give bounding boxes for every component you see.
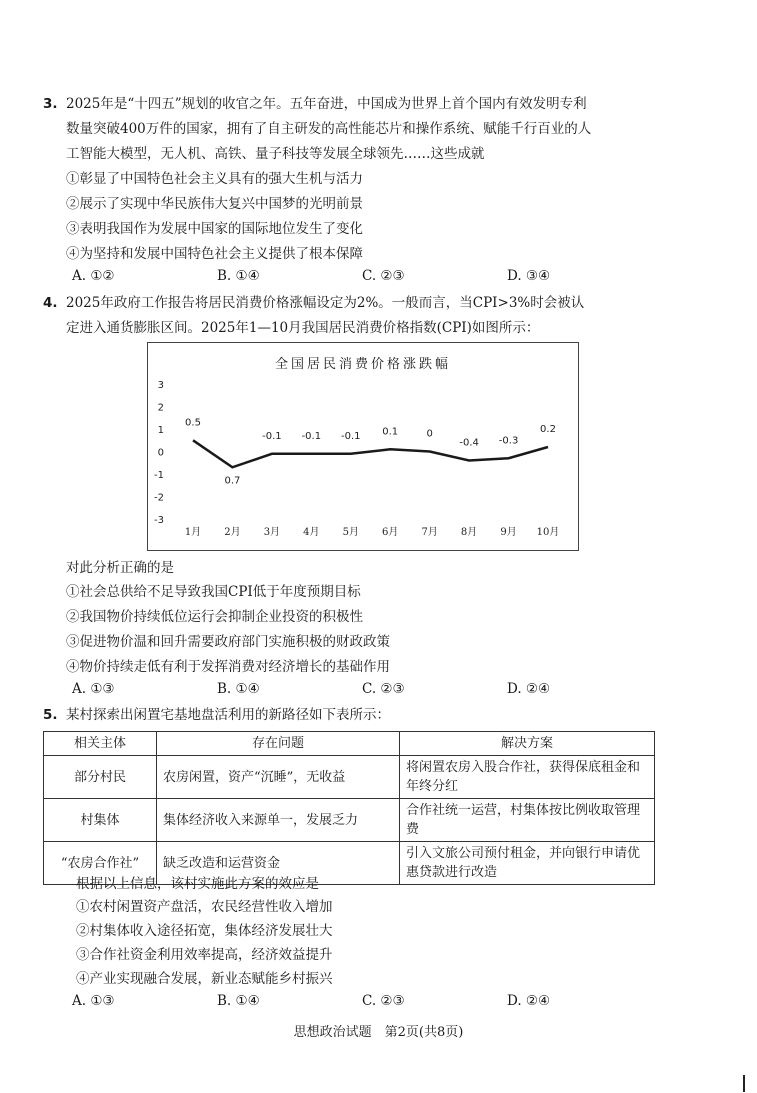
question-5-item-1: ①农村闲置资产盘活，农民经营性收入增加	[76, 899, 333, 915]
question-4-item-2: ②我国物价持续低位运行会抑制企业投资的积极性	[66, 609, 363, 625]
option-b: B. ①④	[217, 993, 260, 1009]
data-label: 0	[426, 428, 433, 440]
x-tick-label: 6月	[382, 527, 399, 538]
question-3-item-3: ③表明我国作为发展中国家的国际地位发生了变化	[66, 221, 363, 237]
y-tick-label: -3	[154, 515, 164, 526]
table-cell: 部分村民	[44, 756, 157, 799]
y-tick-label: -1	[154, 470, 164, 481]
data-label: -0.1	[262, 430, 282, 442]
table-cell: “农房合作社”	[44, 842, 157, 885]
y-tick-label: 2	[157, 402, 164, 414]
x-tick-label: 1月	[184, 527, 202, 538]
question-4-stem-line-2: 定进入通货膨胀区间。2025年1—10月我国居民消费价格指数(CPI)如图所示：	[66, 320, 540, 336]
question-4-item-3: ③促进物价温和回升需要政府部门实施积极的财政政策	[66, 634, 390, 650]
question-4-number: 4.	[43, 295, 58, 311]
option-a: A. ①②	[72, 268, 115, 284]
y-tick-label: 1	[157, 425, 164, 436]
question-5-item-4: ④产业实现融合发展，新业态赋能乡村振兴	[76, 971, 333, 987]
question-3-item-2: ②展示了实现中华民族伟大复兴中国梦的光明前景	[66, 196, 363, 212]
cpi-chart-svg	[148, 343, 578, 550]
option-c: C. ②③	[362, 268, 405, 284]
option-c: C. ②③	[362, 993, 405, 1009]
table-cell: 村集体	[44, 799, 157, 842]
table-cell: 引入文旅公司预付租金，并向银行申请优惠贷款进行改造	[400, 842, 655, 885]
table-cell: 缺乏改造和运营资金	[157, 842, 400, 885]
table-cell: 农房闲置，资产“沉睡”，无收益	[157, 756, 400, 799]
data-label: -0.3	[498, 435, 519, 447]
question-5-item-2: ②村集体收入途径拓宽，集体经济发展壮大	[76, 923, 333, 939]
question-3-item-4: ④为坚持和发展中国特色社会主义提供了根本保障	[66, 246, 363, 262]
data-label: -0.1	[341, 430, 361, 442]
table-header: 相关主体	[44, 732, 157, 756]
option-d: D. ③④	[507, 268, 551, 284]
question-4-prompt: 对此分析正确的是	[66, 560, 174, 576]
question-3-stem-line-1: 2025年是“十四五”规划的收官之年。五年奋进，中国成为世界上首个国内有效发明专利	[66, 96, 587, 112]
data-label: -0.4	[459, 437, 479, 449]
question-5-options	[72, 993, 592, 1013]
question-5-number: 5.	[43, 707, 58, 723]
x-tick-label: 2月	[224, 527, 241, 538]
question-4-item-1: ①社会总供给不足导致我国CPI低于年度预期目标	[66, 584, 361, 600]
data-label: 0.7	[224, 475, 241, 487]
question-3-stem-line-2: 数量突破400万件的国家，拥有了自主研发的高性能芯片和操作系统、赋能千行百业的人	[66, 121, 592, 137]
data-label: 0.2	[540, 424, 556, 435]
data-label: 0.1	[382, 426, 399, 438]
table-header: 存在问题	[157, 732, 400, 756]
page-footer: 思想政治试题 第2页(共8页)	[293, 1025, 464, 1040]
y-tick-label: 3	[157, 380, 164, 391]
option-b: B. ①④	[217, 268, 260, 284]
table-header-row	[44, 732, 655, 756]
table-header: 解决方案	[400, 732, 655, 756]
option-a: A. ①③	[72, 993, 115, 1009]
option-b: B. ①④	[217, 681, 260, 697]
cpi-series-line	[193, 437, 548, 467]
village-scheme-table	[43, 731, 655, 885]
data-label: 0.5	[185, 417, 201, 429]
table-cell: 将闲置农房入股合作社，获得保底租金和年终分红	[400, 756, 655, 799]
x-tick-label: 4月	[303, 527, 320, 538]
question-4-options	[72, 681, 592, 701]
data-label: -0.1	[301, 430, 322, 442]
question-3-stem-line-3: 工智能大模型，无人机、高铁、量子科技等发展全球领先……这些成就	[66, 146, 485, 162]
table-cell: 合作社统一运营，村集体按比例收取管理费	[400, 799, 655, 842]
y-tick-label: -2	[154, 492, 164, 504]
x-tick-label: 7月	[421, 527, 438, 538]
x-tick-label: 8月	[460, 527, 478, 538]
table-cell: 集体经济收入来源单一，发展乏力	[157, 799, 400, 842]
question-5-item-3: ③合作社资金利用效率提高，经济效益提升	[76, 947, 333, 963]
x-tick-label: 3月	[263, 527, 281, 538]
table-row	[44, 756, 655, 799]
option-d: D. ②④	[507, 993, 551, 1009]
question-4-item-4: ④物价持续走低有利于发挥消费对经济增长的基础作用	[66, 659, 390, 675]
question-5-stem: 某村探索出闲置宅基地盘活利用的新路径如下表所示：	[66, 707, 390, 723]
question-5-prompt: 根据以上信息，该村实施此方案的效应是	[76, 876, 319, 892]
y-tick-label: 0	[157, 447, 164, 459]
option-c: C. ②③	[362, 681, 405, 697]
cpi-chart	[147, 342, 579, 551]
margin-mark	[743, 1075, 745, 1092]
option-d: D. ②④	[507, 681, 551, 697]
question-4-stem-line-1: 2025年政府工作报告将居民消费价格涨幅设定为2%。一般而言，当CPI>3%时会被认	[66, 295, 585, 311]
chart-title: 全国居民消费价格涨跌幅	[274, 357, 452, 372]
question-3-options	[72, 268, 592, 288]
question-3-item-1: ①彰显了中国特色社会主义具有的强大生机与活力	[66, 171, 363, 187]
x-tick-label: 10月	[536, 527, 560, 538]
x-tick-label: 5月	[342, 527, 359, 538]
table-row	[44, 799, 655, 842]
option-a: A. ①③	[72, 681, 115, 697]
x-tick-label: 9月	[500, 527, 517, 538]
question-3-number: 3.	[43, 96, 58, 112]
